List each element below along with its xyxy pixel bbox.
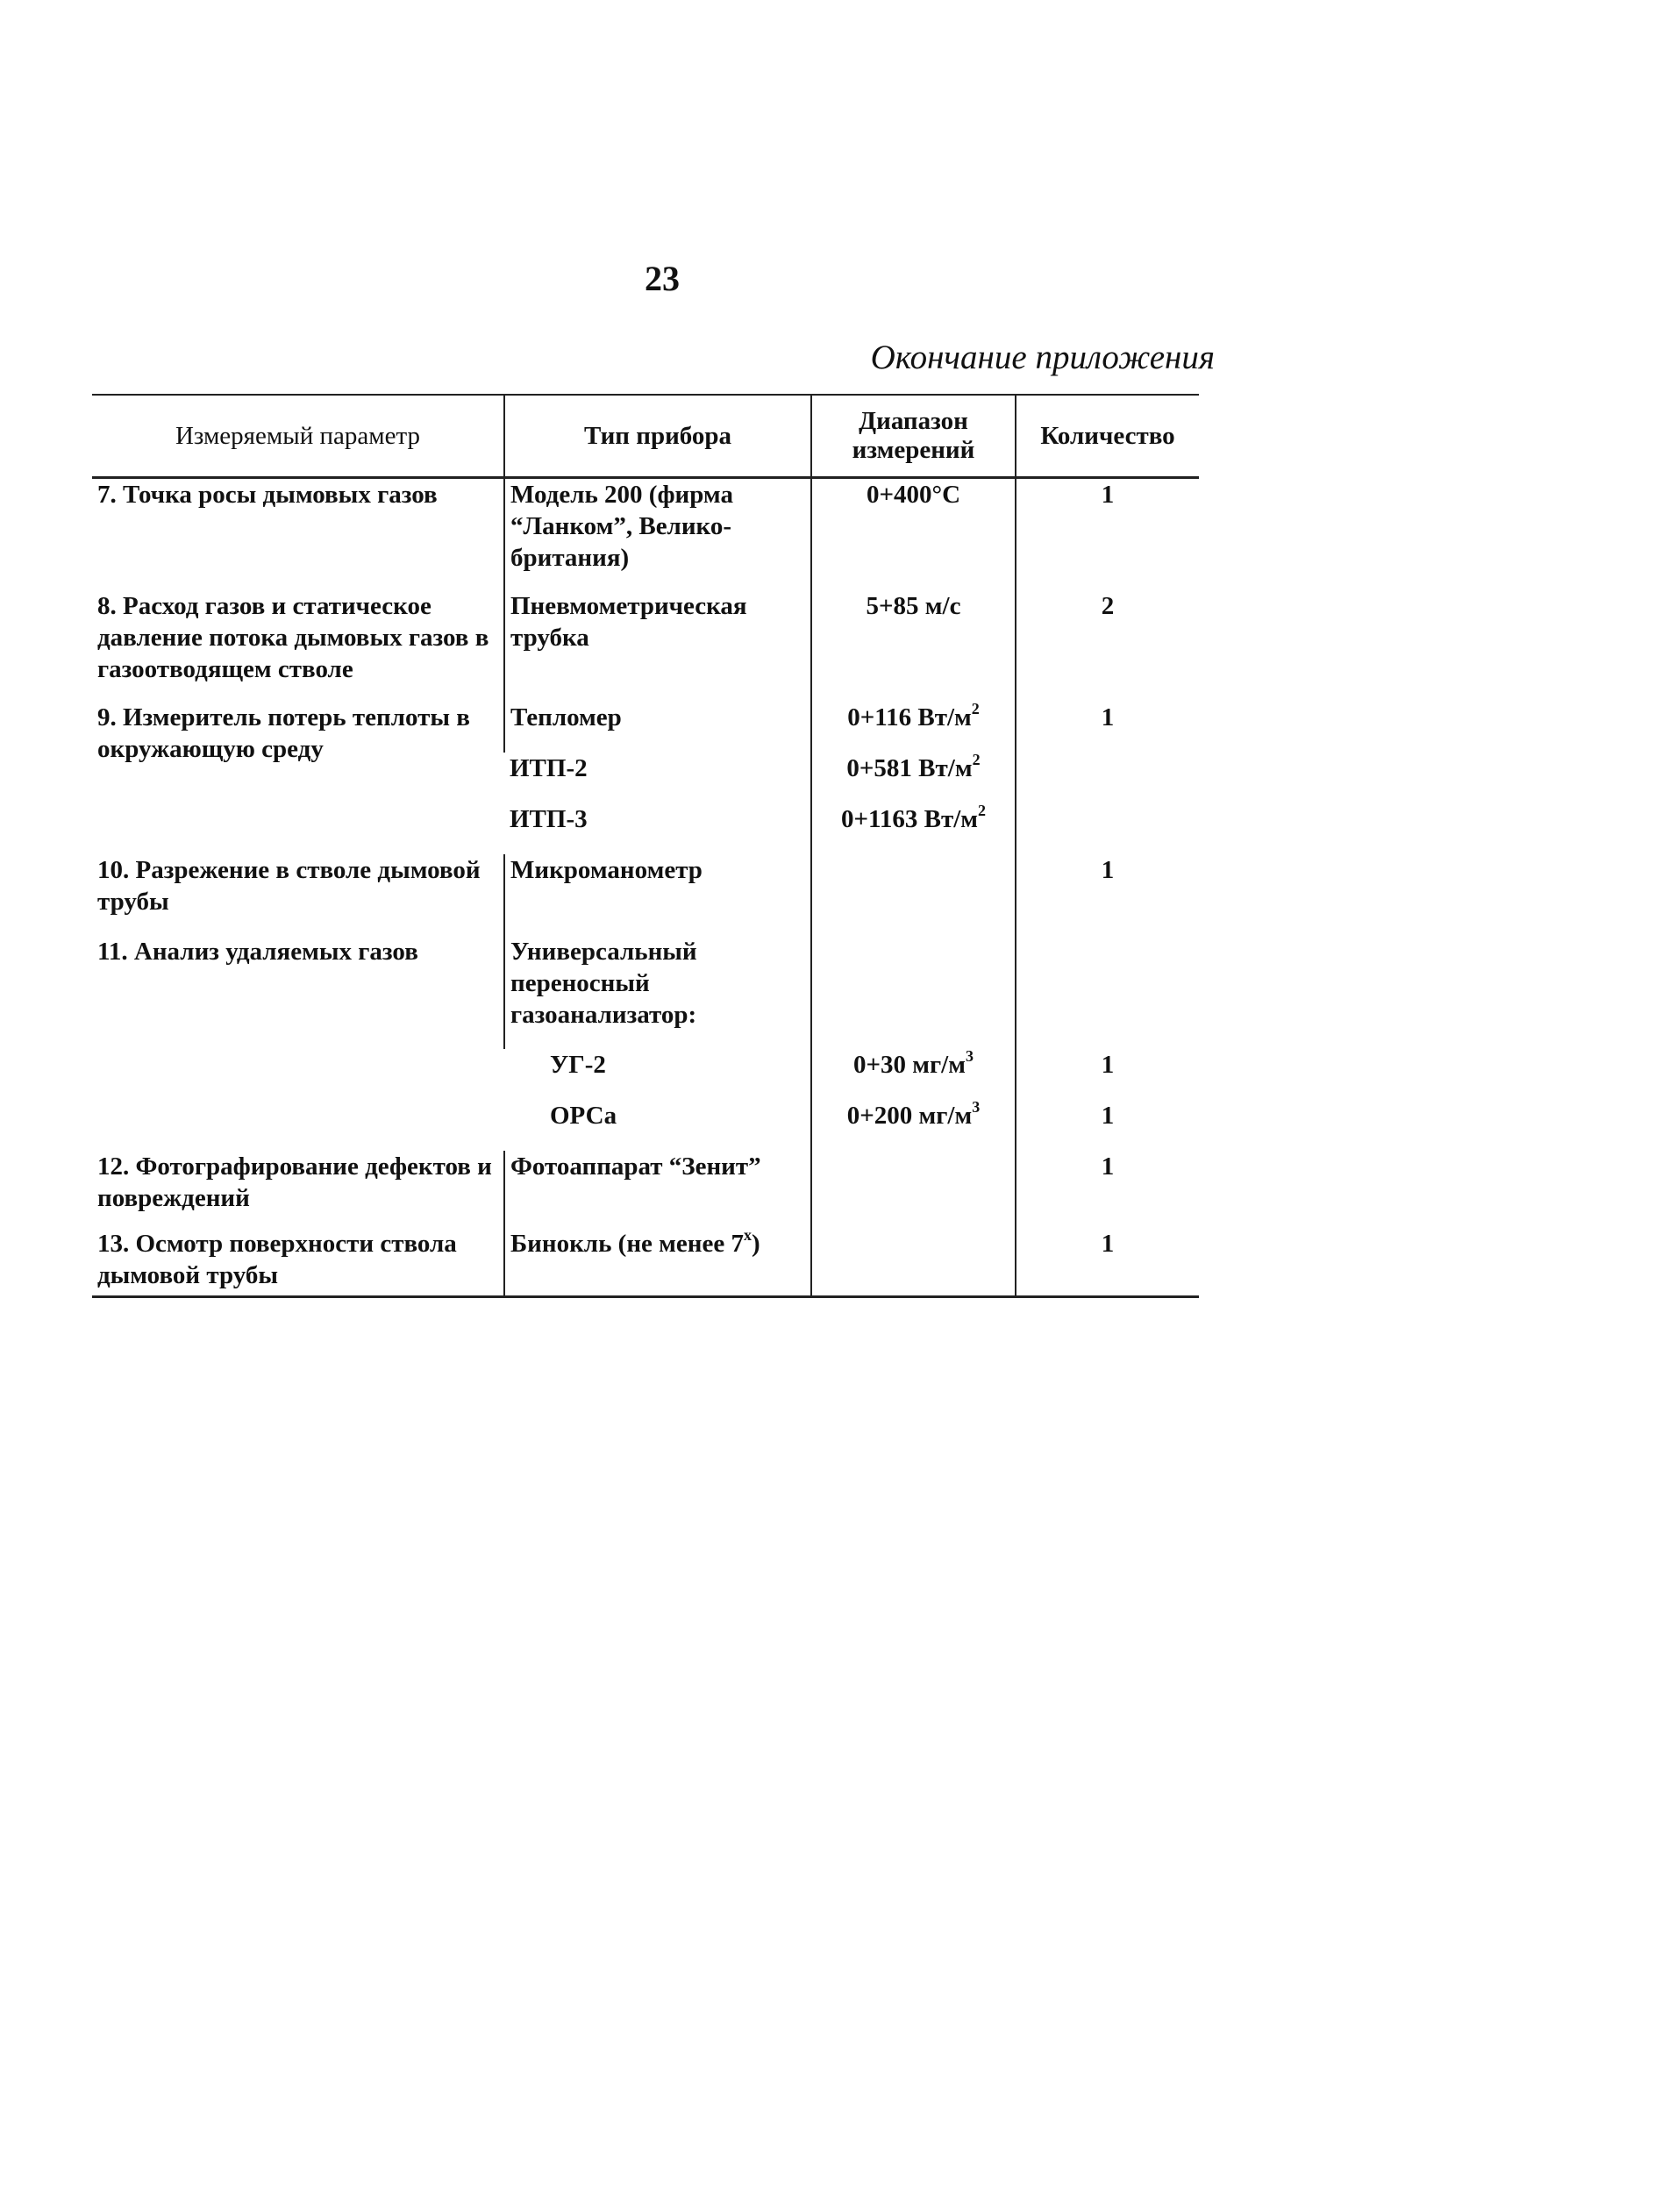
cell-range <box>811 1228 1016 1297</box>
cell-range <box>811 936 1016 1049</box>
cell-quantity: 1 <box>1016 1100 1199 1151</box>
range-superscript: 2 <box>971 700 980 718</box>
cell-range: 5+85 м/с <box>811 590 1016 702</box>
device-superscript: x <box>743 1226 752 1245</box>
cell-device: ИТП-3 <box>510 805 588 833</box>
cell-device: Фотоаппарат “Зенит” <box>504 1151 811 1228</box>
range-value: 0+581 Вт/м <box>846 754 973 782</box>
cell-parameter: 12. Фотографирование дефектов и повреждений <box>97 1152 492 1212</box>
table-row <box>92 1151 1199 1228</box>
cell-device: ИТП-2 <box>510 754 588 782</box>
cell-range <box>811 803 1016 854</box>
cell-quantity: 1 <box>1016 1049 1199 1100</box>
cell-device <box>504 1228 811 1297</box>
table-row <box>92 854 1199 936</box>
cell-quantity: 1 <box>1016 1151 1199 1228</box>
page-number: 23 <box>645 259 680 298</box>
instrument-table-container <box>92 394 1199 1298</box>
cell-device: Микроманометр <box>504 854 811 936</box>
cell-parameter: 7. Точка росы дымовых газов <box>97 481 438 509</box>
instrument-table <box>92 394 1199 1298</box>
header-quantity: Количество <box>1016 395 1199 478</box>
table-row <box>92 702 1199 753</box>
range-value: 0+200 мг/м <box>846 1102 973 1130</box>
cell-device: ОРСа <box>550 1102 617 1130</box>
range-superscript: 2 <box>978 802 987 820</box>
header-range: Диапазон измерений <box>811 395 1016 478</box>
cell-quantity: 2 <box>1016 590 1199 702</box>
device-text: Бинокль (не менее 7 <box>510 1230 744 1258</box>
range-value: 0+1163 Вт/м <box>840 805 979 833</box>
cell-parameter: 8. Расход газов и статическое давление потока дымовых газов в газоотводящем стволе <box>97 592 489 683</box>
range-superscript: 3 <box>966 1047 974 1066</box>
cell-quantity: 1 <box>1016 478 1199 591</box>
cell-parameter: 13. Осмотр поверхности ствола дымовой трубы <box>92 1228 504 1297</box>
table-header-row <box>92 395 1199 478</box>
header-parameter: Измеряемый параметр <box>92 395 504 478</box>
cell-range <box>811 1049 1016 1100</box>
cell-range: 0+400°С <box>811 478 1016 591</box>
cell-device: Пневмометрическая трубка <box>504 590 811 702</box>
cell-range <box>811 753 1016 803</box>
range-value: 0+116 Вт/м <box>847 703 972 731</box>
cell-quantity: 1 <box>1016 1228 1199 1297</box>
cell-parameter: 11. Анализ удаляемых газов <box>97 938 418 966</box>
table-row <box>92 478 1199 591</box>
cell-parameter: 10. Разрежение в стволе дымовой трубы <box>97 856 481 916</box>
cell-range <box>811 1151 1016 1228</box>
table-row <box>92 590 1199 702</box>
cell-range <box>811 702 1016 753</box>
cell-quantity: 1 <box>1016 854 1199 936</box>
device-text-tail: ) <box>751 1230 760 1258</box>
cell-quantity <box>1016 803 1199 854</box>
cell-quantity <box>1016 753 1199 803</box>
range-superscript: 3 <box>972 1098 981 1117</box>
cell-device: Универсальный переносный газоанализатор: <box>504 936 811 1049</box>
table-row <box>92 936 1199 1049</box>
cell-device: Модель 200 (фирма “Ланком”, Велико-британия) <box>504 478 811 591</box>
cell-device: УГ-2 <box>550 1051 606 1079</box>
cell-device: Тепломер <box>504 702 811 753</box>
range-value: 0+30 мг/м <box>852 1051 966 1079</box>
range-superscript: 2 <box>972 751 981 769</box>
cell-quantity <box>1016 936 1199 1049</box>
cell-range <box>811 854 1016 936</box>
appendix-subtitle: Окончание приложения <box>870 339 1215 376</box>
cell-quantity: 1 <box>1016 702 1199 753</box>
header-device: Тип прибора <box>504 395 811 478</box>
table-row <box>92 1228 1199 1297</box>
cell-range <box>811 1100 1016 1151</box>
cell-parameter: 9. Измеритель потерь теплоты в окружающую среду <box>97 703 470 763</box>
